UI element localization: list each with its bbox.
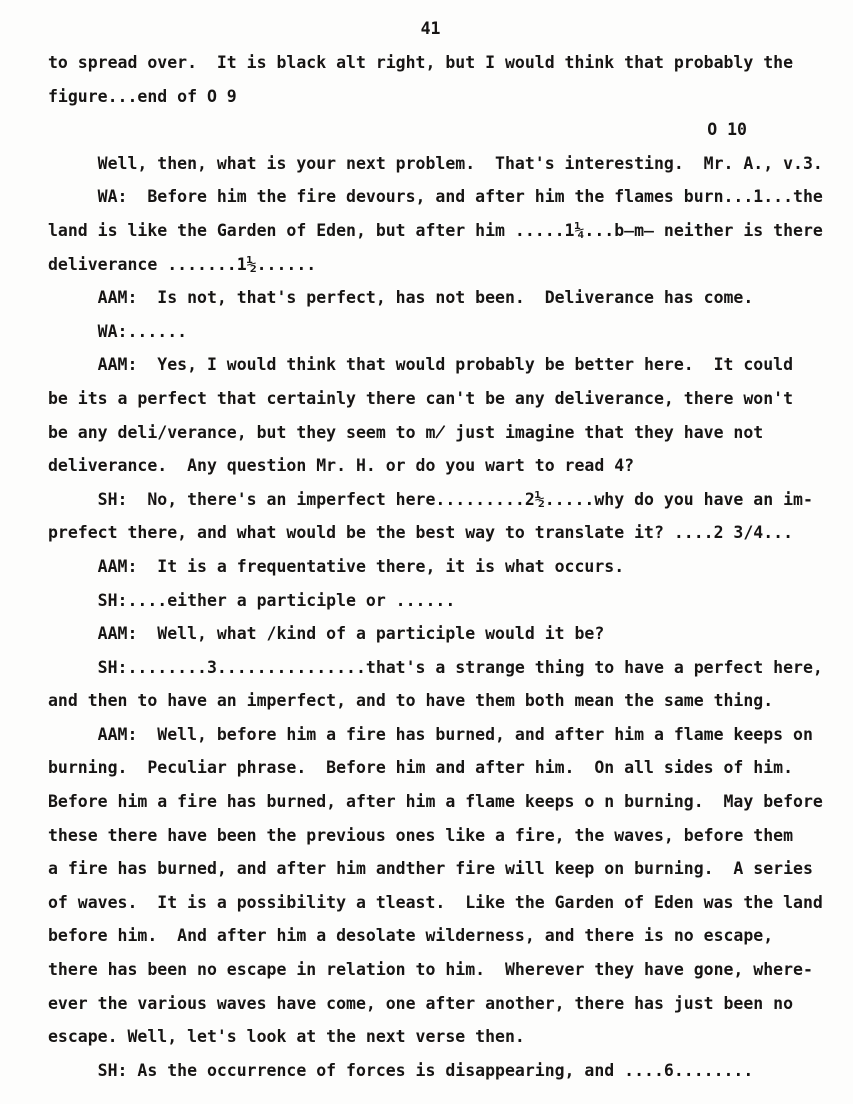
typed-line: AAM: Well, what /kind of a participle would it be? bbox=[48, 624, 605, 644]
typed-line: there has been no escape in relation to him. Wherever they have gone, where- bbox=[48, 960, 813, 980]
typed-line: SH: As the occurrence of forces is disappearing, and ....6........ bbox=[48, 1060, 754, 1080]
typed-line: be any deli/verance, but they seem to m̸ just imagine that they have not bbox=[48, 422, 764, 442]
typed-line: AAM: Well, before him a fire has burned, and after him a flame keeps on bbox=[48, 724, 813, 744]
typed-line: burning. Peculiar phrase. Before him and after him. On all sides of him. bbox=[48, 758, 794, 778]
typed-line: WA:...... bbox=[48, 321, 188, 341]
typed-line: SH:....either a participle or ...... bbox=[48, 590, 456, 610]
typed-line: AAM: Is not, that's perfect, has not been. Deliverance has come. bbox=[48, 288, 754, 308]
typed-line: ever the various waves have come, one after another, there has just been no bbox=[48, 993, 794, 1013]
typed-line: of waves. It is a possibility a tleast. Like the Garden of Eden was the land bbox=[48, 892, 823, 912]
typed-line: to spread over. It is black alt right, but I would think that probably the bbox=[48, 53, 794, 72]
typed-line: figure...end of O 9 bbox=[48, 86, 237, 106]
typed-line: escape. Well, let's look at the next verse then. bbox=[48, 1027, 525, 1047]
typed-line: SH: No, there's an imperfect here.........2½.....why do you have an im- bbox=[48, 489, 813, 509]
typed-line: WA: Before him the fire devours, and after him the flames burn...1...the bbox=[48, 187, 823, 207]
typed-line: before him. And after him a desolate wilderness, and there is no escape, bbox=[48, 926, 774, 946]
typed-line: prefect there, and what would be the best way to translate it? ....2 3/4... bbox=[48, 523, 794, 543]
typed-line: these there have been the previous ones like a fire, the waves, before them bbox=[48, 825, 794, 845]
typed-line: and then to have an imperfect, and to have them both mean the same thing. bbox=[48, 691, 774, 711]
typed-line: land is like the Garden of Eden, but after him .....1¼...b̶m̶ neither is there bbox=[48, 220, 823, 240]
typed-line: deliverance .......1½...... bbox=[48, 254, 317, 274]
typed-line: Before him a fire has burned, after him a flame keeps o n burning. May before bbox=[48, 792, 823, 812]
typed-line: AAM: It is a frequentative there, it is what occurs. bbox=[48, 556, 625, 576]
typed-line: SH:........3...............that's a strange thing to have a perfect here, bbox=[48, 657, 823, 677]
typed-line: Well, then, what is your next problem. That's interesting. Mr. A., v.3. bbox=[48, 153, 823, 173]
typed-line: deliverance. Any question Mr. H. or do you wart to read 4? bbox=[48, 456, 635, 476]
typed-line-counter-mark: O 10 bbox=[707, 120, 747, 140]
typed-line: be its a perfect that certainly there can't be any deliverance, there won't bbox=[48, 388, 794, 408]
typed-line: a fire has burned, and after him andther fire will keep on burning. A series bbox=[48, 859, 813, 879]
typed-line: AAM: Yes, I would think that would probably be better here. It could bbox=[48, 355, 794, 375]
page-number: 41 bbox=[420, 19, 441, 38]
